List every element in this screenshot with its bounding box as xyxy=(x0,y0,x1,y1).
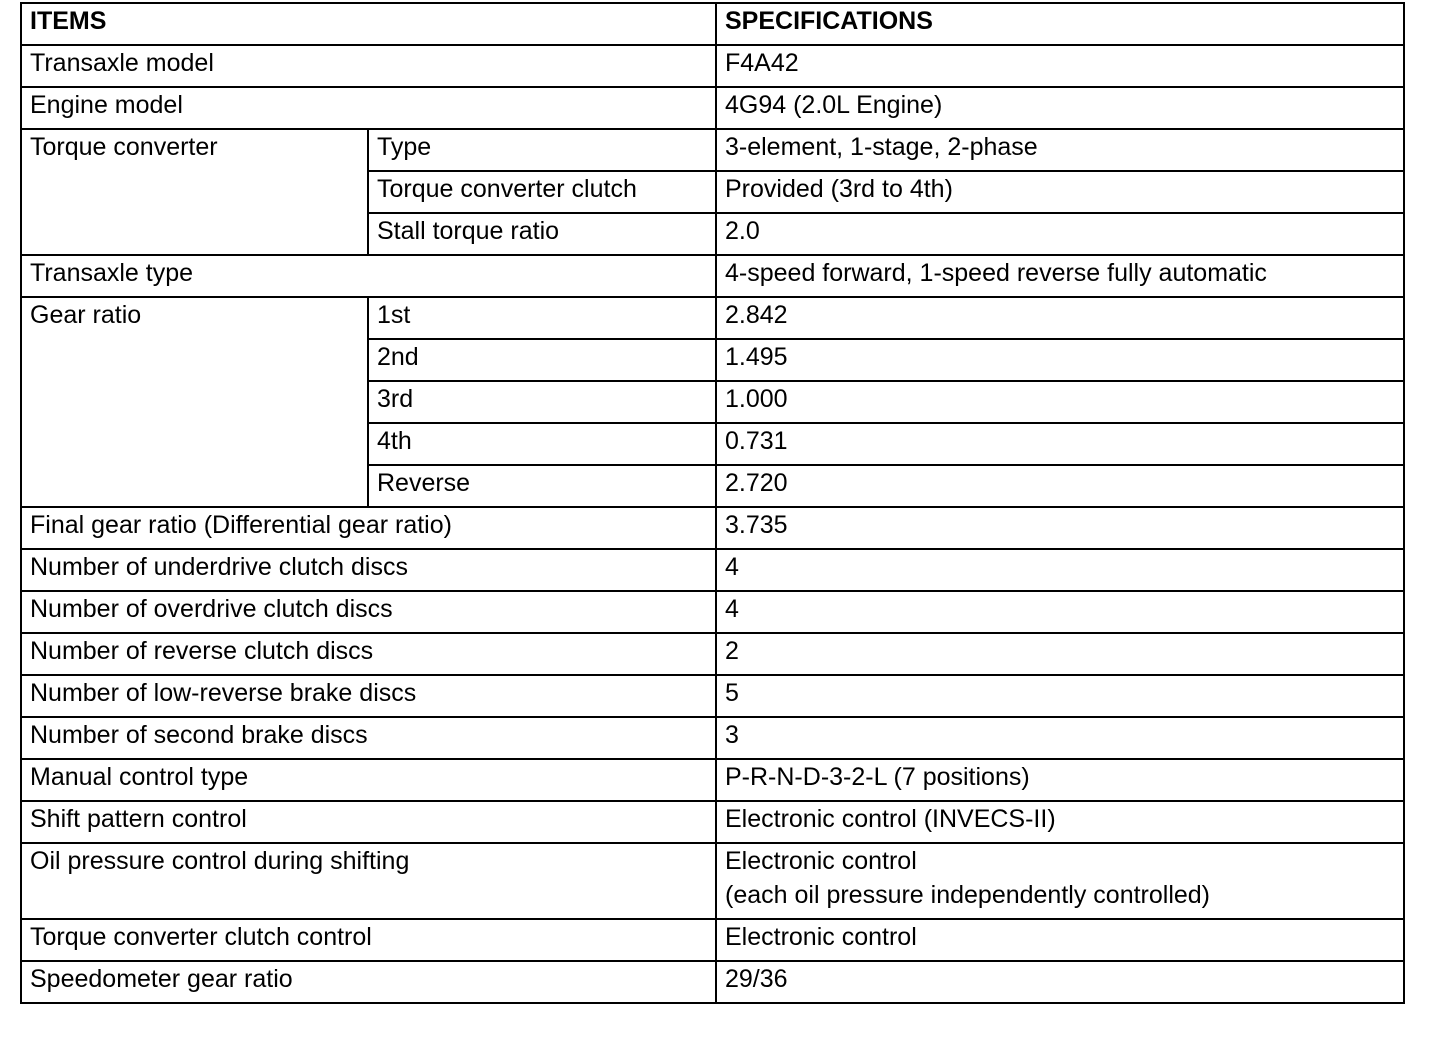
row-label: Transaxle model xyxy=(21,45,716,87)
table-header-row xyxy=(21,3,1404,45)
sub-label: 3rd xyxy=(368,381,716,423)
table-row xyxy=(21,801,1404,843)
row-value: Electronic control (INVECS-II) xyxy=(716,801,1404,843)
sub-label: 2nd xyxy=(368,339,716,381)
table-row xyxy=(21,759,1404,801)
group-label: Torque converter xyxy=(21,129,368,255)
row-value: 2.0 xyxy=(716,213,1404,255)
row-value: Electronic control xyxy=(716,919,1404,961)
table-row xyxy=(21,255,1404,297)
row-label: Oil pressure control during shifting xyxy=(21,843,716,919)
row-value: 3-element, 1-stage, 2-phase xyxy=(716,129,1404,171)
value-line-1: Electronic control xyxy=(725,847,917,875)
row-label: Number of reverse clutch discs xyxy=(21,633,716,675)
row-value: F4A42 xyxy=(716,45,1404,87)
row-value: 2.842 xyxy=(716,297,1404,339)
value-line-2: (each oil pressure independently controlled) xyxy=(725,881,1211,909)
header-specifications: SPECIFICATIONS xyxy=(716,3,1404,45)
row-value: 4-speed forward, 1-speed reverse fully automatic xyxy=(716,255,1404,297)
row-value: 4 xyxy=(716,549,1404,591)
sub-label: 1st xyxy=(368,297,716,339)
row-value: P-R-N-D-3-2-L (7 positions) xyxy=(716,759,1404,801)
row-label: Torque converter clutch control xyxy=(21,919,716,961)
specifications-table xyxy=(20,2,1405,1004)
table-row xyxy=(21,507,1404,549)
table-row xyxy=(21,717,1404,759)
table-row xyxy=(21,633,1404,675)
row-value: 2 xyxy=(716,633,1404,675)
row-value: 5 xyxy=(716,675,1404,717)
row-label: Speedometer gear ratio xyxy=(21,961,716,1003)
row-value: 0.731 xyxy=(716,423,1404,465)
row-label: Shift pattern control xyxy=(21,801,716,843)
table-row xyxy=(21,843,1404,919)
row-value xyxy=(716,843,1404,919)
header-items: ITEMS xyxy=(21,3,716,45)
table-row xyxy=(21,961,1404,1003)
row-value: 1.000 xyxy=(716,381,1404,423)
group-label: Gear ratio xyxy=(21,297,368,507)
table-row xyxy=(21,297,1404,339)
row-value: 4 xyxy=(716,591,1404,633)
row-label: Transaxle type xyxy=(21,255,716,297)
row-value: 3 xyxy=(716,717,1404,759)
row-value: Provided (3rd to 4th) xyxy=(716,171,1404,213)
row-label: Engine model xyxy=(21,87,716,129)
table-row xyxy=(21,45,1404,87)
table-row xyxy=(21,675,1404,717)
row-label: Final gear ratio (Differential gear ratio) xyxy=(21,507,716,549)
row-label: Number of second brake discs xyxy=(21,717,716,759)
row-label: Number of low-reverse brake discs xyxy=(21,675,716,717)
row-value: 29/36 xyxy=(716,961,1404,1003)
sub-label: Reverse xyxy=(368,465,716,507)
sub-label: 4th xyxy=(368,423,716,465)
table-row xyxy=(21,549,1404,591)
table-row xyxy=(21,919,1404,961)
table-row xyxy=(21,591,1404,633)
row-value: 1.495 xyxy=(716,339,1404,381)
row-value: 4G94 (2.0L Engine) xyxy=(716,87,1404,129)
row-value: 2.720 xyxy=(716,465,1404,507)
row-label: Manual control type xyxy=(21,759,716,801)
row-label: Number of underdrive clutch discs xyxy=(21,549,716,591)
row-label: Number of overdrive clutch discs xyxy=(21,591,716,633)
row-value: 3.735 xyxy=(716,507,1404,549)
table-row xyxy=(21,129,1404,171)
sub-label: Torque converter clutch xyxy=(368,171,716,213)
sub-label: Stall torque ratio xyxy=(368,213,716,255)
table-row xyxy=(21,87,1404,129)
sub-label: Type xyxy=(368,129,716,171)
